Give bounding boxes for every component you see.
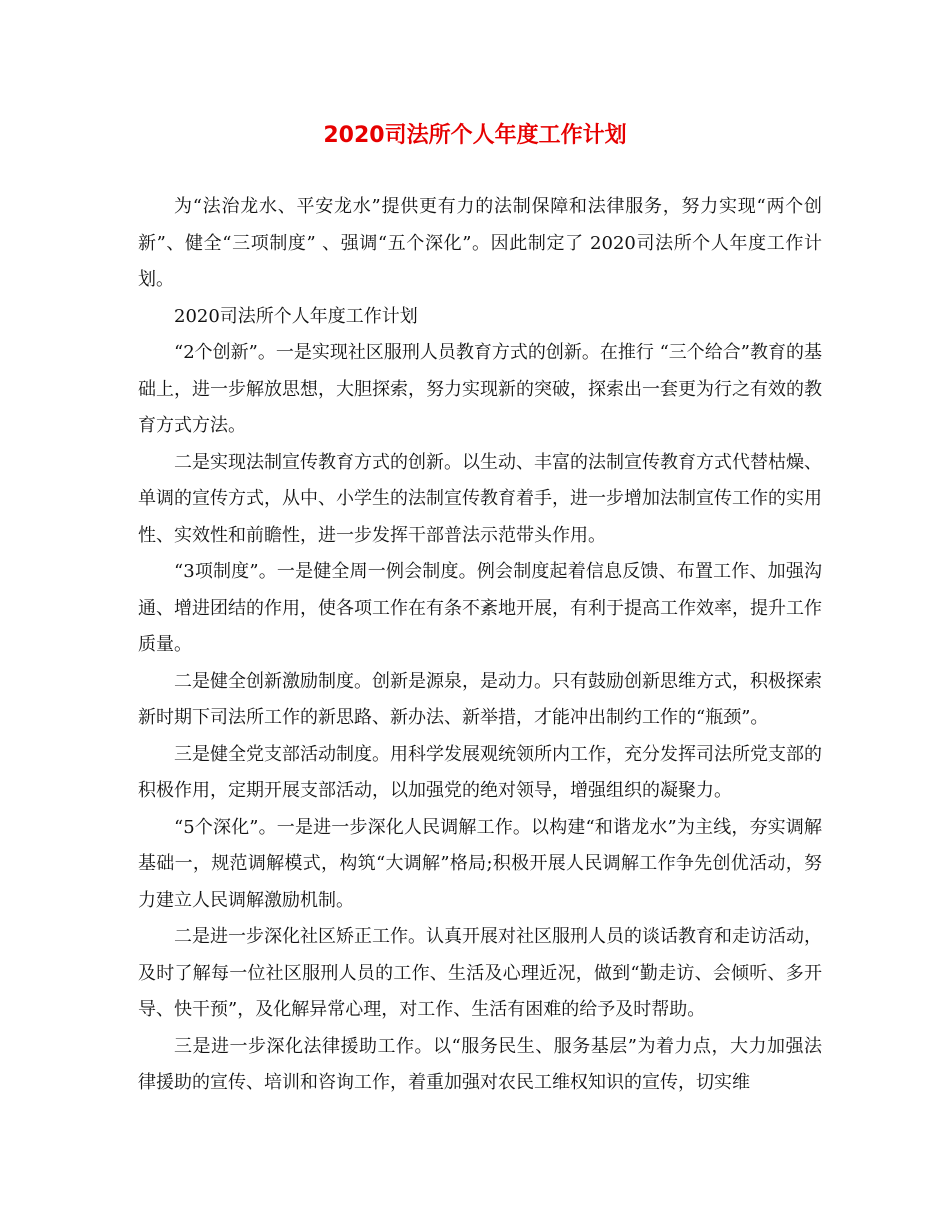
paragraph-five-deepenings: “5个深化”。一是进一步深化人民调解工作。以构建“和谐龙水”为主线，夯实调解基础一，规范调解模式，构筑“大调解”格局;积极开展人民调解工作争先创优活动，努力建立人民调解激励机制。 xyxy=(138,816,822,911)
document-body xyxy=(138,189,822,1102)
document-title: 2020司法所个人年度工作计划 xyxy=(323,123,627,148)
paragraph-intro: 为“法治龙水、平安龙水”提供更有力的法制保障和法律服务，努力实现“两个创新”、健全“三项制度” 、强调“五个深化”。因此制定了 2020司法所个人年度工作计划。 xyxy=(138,196,822,290)
paragraph-innovation-incentive: 二是健全创新激励制度。创新是源泉，是动力。只有鼓励创新思维方式，积极探索新时期下司法所工作的新思路、新办法、新举措，才能冲出制约工作的“瓶颈”。 xyxy=(138,670,822,728)
paragraph-legal-publicity-innovation: 二是实现法制宣传教育方式的创新。以生动、丰富的法制宣传教育方式代替枯燥、单调的宣传方式，从中、小学生的法制宣传教育着手，进一步增加法制宣传工作的实用性、实效性和前瞻性，进一步发挥干部普法示范带头作用。 xyxy=(138,451,822,546)
paragraph-three-systems: “3项制度”。一是健全周一例会制度。例会制度起着信息反馈、布置工作、加强沟通、增进团结的作用，使各项工作在有条不紊地开展，有利于提高工作效率，提升工作质量。 xyxy=(138,561,822,655)
paragraph-party-branch: 三是健全党支部活动制度。用科学发展观统领所内工作，充分发挥司法所党支部的积极作用，定期开展支部活动，以加强党的绝对领导，增强组织的凝聚力。 xyxy=(138,743,822,801)
paragraph-legal-aid: 三是进一步深化法律援助工作。以“服务民生、服务基层”为着力点，大力加强法律援助的宣传、培训和咨询工作，着重加强对农民工维权知识的宣传，切实维 xyxy=(138,1035,822,1093)
paragraph-subtitle: 2020司法所个人年度工作计划 xyxy=(174,305,418,327)
paragraph-two-innovations: “2个创新”。一是实现社区服刑人员教育方式的创新。在推行 “三个给合”教育的基础上，进一步解放思想，大胆探索，努力实现新的突破，探索出一套更为行之有效的教育方式方法。 xyxy=(138,342,822,436)
paragraph-community-correction: 二是进一步深化社区矫正工作。认真开展对社区服刑人员的谈话教育和走访活动，及时了解每一位社区服刑人员的工作、生活及心理近况，做到“勤走访、会倾听、多开导、快干预”，及化解异常心理，对工作、生活有困难的给予及时帮助。 xyxy=(138,926,822,1020)
